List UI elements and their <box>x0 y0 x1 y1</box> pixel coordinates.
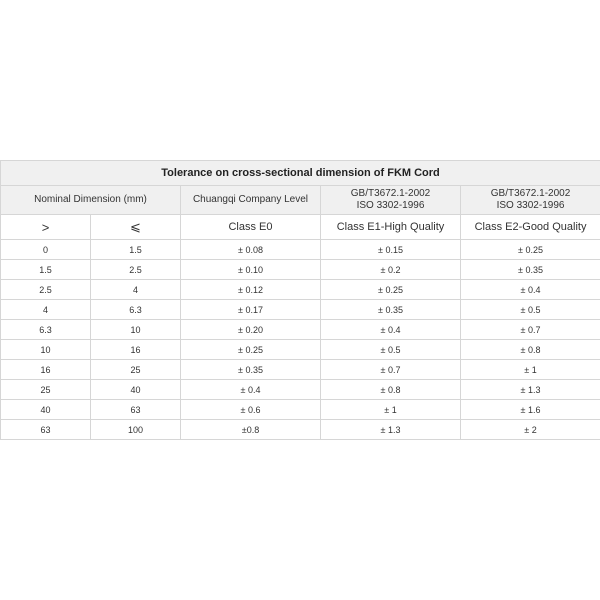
subheader-row <box>1 215 600 240</box>
class-e1-header: Class E1-High Quality <box>321 215 461 240</box>
cell-class-e2: ± 0.4 <box>461 280 600 300</box>
cell-greater-than: 25 <box>1 380 91 400</box>
cell-less-equal: 2.5 <box>91 260 181 280</box>
cell-greater-than: 1.5 <box>1 260 91 280</box>
table-row <box>1 260 600 280</box>
cell-less-equal: 6.3 <box>91 300 181 320</box>
cell-class-e1: ± 0.4 <box>321 320 461 340</box>
table-row <box>1 400 600 420</box>
cell-class-e0: ± 0.6 <box>181 400 321 420</box>
standard-header-1 <box>321 186 461 215</box>
header-row <box>1 186 600 215</box>
cell-less-equal: 63 <box>91 400 181 420</box>
cell-less-equal: 4 <box>91 280 181 300</box>
cell-class-e2: ± 0.25 <box>461 240 600 260</box>
cell-class-e1: ± 1 <box>321 400 461 420</box>
cell-class-e0: ± 0.10 <box>181 260 321 280</box>
cell-class-e0: ±0.8 <box>181 420 321 440</box>
nominal-dimension-header: Nominal Dimension (mm) <box>1 186 181 215</box>
tolerance-table-container <box>0 160 600 440</box>
cell-less-equal: 25 <box>91 360 181 380</box>
table-row <box>1 240 600 260</box>
cell-class-e0: ± 0.35 <box>181 360 321 380</box>
cell-greater-than: 4 <box>1 300 91 320</box>
cell-greater-than: 6.3 <box>1 320 91 340</box>
cell-less-equal: 40 <box>91 380 181 400</box>
cell-class-e1: ± 0.8 <box>321 380 461 400</box>
cell-greater-than: 2.5 <box>1 280 91 300</box>
cell-greater-than: 40 <box>1 400 91 420</box>
less-equal-header: ⩽ <box>91 215 181 240</box>
cell-class-e2: ± 0.35 <box>461 260 600 280</box>
cell-greater-than: 16 <box>1 360 91 380</box>
table-title: Tolerance on cross-sectional dimension of FKM Cord <box>1 161 600 186</box>
title-row <box>1 161 600 186</box>
cell-class-e0: ± 0.17 <box>181 300 321 320</box>
class-e0-header: Class E0 <box>181 215 321 240</box>
cell-greater-than: 10 <box>1 340 91 360</box>
cell-class-e2: ± 1.3 <box>461 380 600 400</box>
cell-class-e0: ± 0.4 <box>181 380 321 400</box>
cell-class-e0: ± 0.08 <box>181 240 321 260</box>
cell-class-e0: ± 0.25 <box>181 340 321 360</box>
cell-less-equal: 100 <box>91 420 181 440</box>
cell-class-e1: ± 1.3 <box>321 420 461 440</box>
cell-class-e2: ± 0.5 <box>461 300 600 320</box>
table-row <box>1 300 600 320</box>
cell-class-e0: ± 0.20 <box>181 320 321 340</box>
table-row <box>1 380 600 400</box>
class-e2-header: Class E2-Good Quality <box>461 215 600 240</box>
standard-header-2-line-2: ISO 3302-1996 <box>496 200 565 211</box>
table-row <box>1 280 600 300</box>
standard-header-1-line-2: ISO 3302-1996 <box>356 200 425 211</box>
cell-less-equal: 10 <box>91 320 181 340</box>
table-row <box>1 320 600 340</box>
table-row <box>1 420 600 440</box>
cell-class-e2: ± 1.6 <box>461 400 600 420</box>
cell-class-e1: ± 0.35 <box>321 300 461 320</box>
tolerance-table <box>0 160 600 440</box>
cell-greater-than: 0 <box>1 240 91 260</box>
cell-class-e2: ± 2 <box>461 420 600 440</box>
cell-class-e1: ± 0.15 <box>321 240 461 260</box>
cell-class-e1: ± 0.2 <box>321 260 461 280</box>
cell-class-e1: ± 0.25 <box>321 280 461 300</box>
cell-greater-than: 63 <box>1 420 91 440</box>
company-level-header: Chuangqi Company Level <box>181 186 321 215</box>
standard-header-1-line-1: GB/T3672.1-2002 <box>350 188 431 199</box>
cell-class-e2: ± 0.8 <box>461 340 600 360</box>
cell-class-e0: ± 0.12 <box>181 280 321 300</box>
cell-less-equal: 16 <box>91 340 181 360</box>
cell-class-e1: ± 0.7 <box>321 360 461 380</box>
cell-class-e1: ± 0.5 <box>321 340 461 360</box>
standard-header-2-line-1: GB/T3672.1-2002 <box>490 188 571 199</box>
cell-class-e2: ± 1 <box>461 360 600 380</box>
standard-header-2 <box>461 186 600 215</box>
cell-less-equal: 1.5 <box>91 240 181 260</box>
table-row <box>1 360 600 380</box>
cell-class-e2: ± 0.7 <box>461 320 600 340</box>
greater-than-header: > <box>1 215 91 240</box>
table-row <box>1 340 600 360</box>
